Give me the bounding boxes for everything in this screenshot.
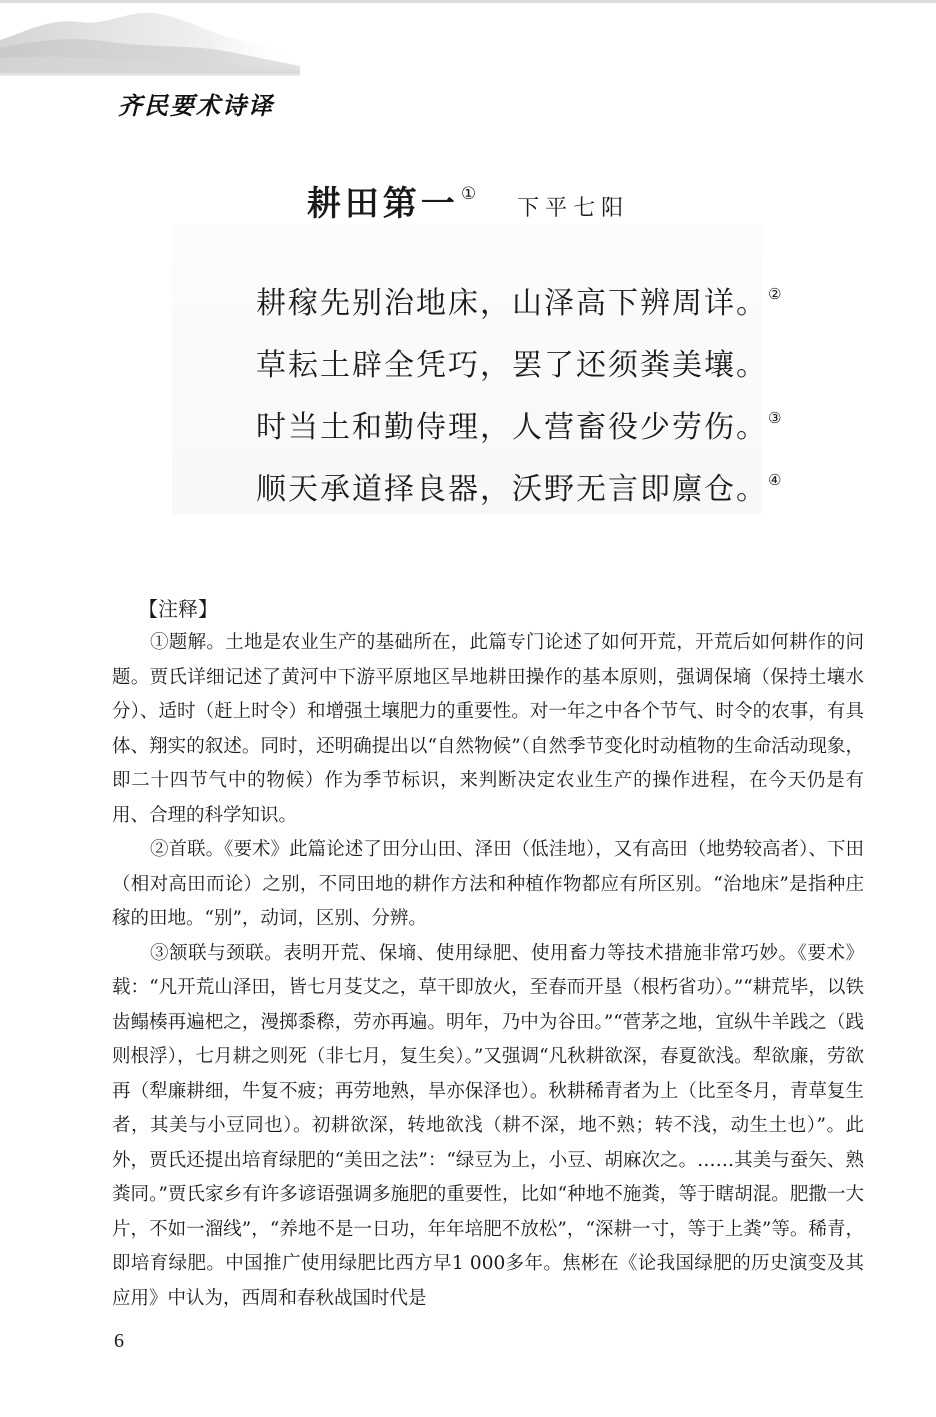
poem-line-text: 耕稼先别治地床，山泽高下辨周详。: [256, 286, 768, 321]
note-paragraph: ①题解。土地是农业生产的基础所在，此篇专门论述了如何开荒，开荒后如何耕作的问题。贾氏详细记述了黄河中下游平原地区旱地耕田操作的基本原则，强调保墒（保持土壤水分）、适时（赶上时令）和增强土壤肥力的重要性。对一年之中各个节气、时令的农事，有具体、翔实的叙述。同时，还明确提出以“自然物候”（自然季节变化时动植物的生命活动现象，即二十四节气中的物候）作为季节标识，来判断决定农业生产的操作进程，在今天仍是有用、合理的科学知识。: [112, 632, 864, 826]
note-paragraph: ③颔联与颈联。表明开荒、保墒、使用绿肥、使用畜力等技术措施非常巧妙。《要术》载：“凡开荒山泽田，皆七月芟艾之，草干即放火，至春而开垦（根朽省功）。”“耕荒毕，以铁齿鳎楱再遍杷之，漫掷黍穄，劳亦再遍。明年，乃中为谷田。”“菅茅之地，宜纵牛羊践之（践则根浮），七月耕之则死（非七月，复生矣）。”又强调“凡秋耕欲深，春夏欲浅。犁欲廉，劳欲再（犁廉耕细，牛复不疲；再劳地熟，旱亦保泽也）。秋耕稀青者为上（比至冬月，青草复生者，其美与小豆同也）。初耕欲深，转地欲浅（耕不深，地不熟；转不浅，动生土也）”。此外，贾氏还提出培育绿肥的“美田之法”：“绿豆为上，小豆、胡麻次之。……其美与蚕矢、熟粪同。”贾氏家乡有许多谚语强调多施肥的重要性，比如“种地不施粪，等于瞎胡混。肥撒一大片，不如一溜线”，“养地不是一日功，年年培肥不放松”，“深耕一寸，等于上粪”等。稀青，即培育绿肥。中国推广使用绿肥比西方早1 000多年。焦彬在《论我国绿肥的历史演变及其应用》中认为，西周和春秋战国时代是: [112, 942, 864, 1309]
poem: [256, 268, 782, 516]
poem-footnote-ref[interactable]: ④: [768, 471, 782, 489]
chapter-rhyme-scheme: 下平七阳: [517, 196, 630, 221]
poem-footnote-ref[interactable]: ③: [768, 409, 782, 427]
page-number: 6: [114, 1330, 124, 1352]
poem-line: [256, 454, 782, 516]
poem-line: [256, 268, 782, 330]
chapter-footnote-ref[interactable]: ①: [460, 184, 477, 204]
poem-line-text: 顺天承道择良器，沃野无言即廪仓。: [256, 472, 768, 507]
top-border-rule: [0, 0, 936, 3]
poem-line-text: 时当土和勤侍理，人营畜役少劳伤。: [256, 410, 768, 445]
poem-line-text: 草耘土辟全凭巧，罢了还须粪美壤。: [256, 348, 768, 383]
notes-section: [112, 592, 864, 1316]
notes-heading: 【注释】: [138, 597, 218, 621]
chapter-title: 耕田第一: [306, 184, 459, 224]
poem-footnote-ref[interactable]: ②: [768, 285, 782, 303]
chapter-heading: [0, 176, 936, 225]
poem-line: [256, 392, 782, 454]
note-paragraph: ②首联。《要术》此篇论述了田分山田、泽田（低洼地），又有高田（地势较高者）、下田（相对高田而论）之别，不同田地的耕作方法和种植作物都应有所区别。“治地床”是指种庄稼的田地。“别”，动词，区别、分辨。: [112, 839, 864, 929]
poem-line: [256, 330, 776, 392]
book-title: 齐民要术诗译: [118, 92, 274, 120]
